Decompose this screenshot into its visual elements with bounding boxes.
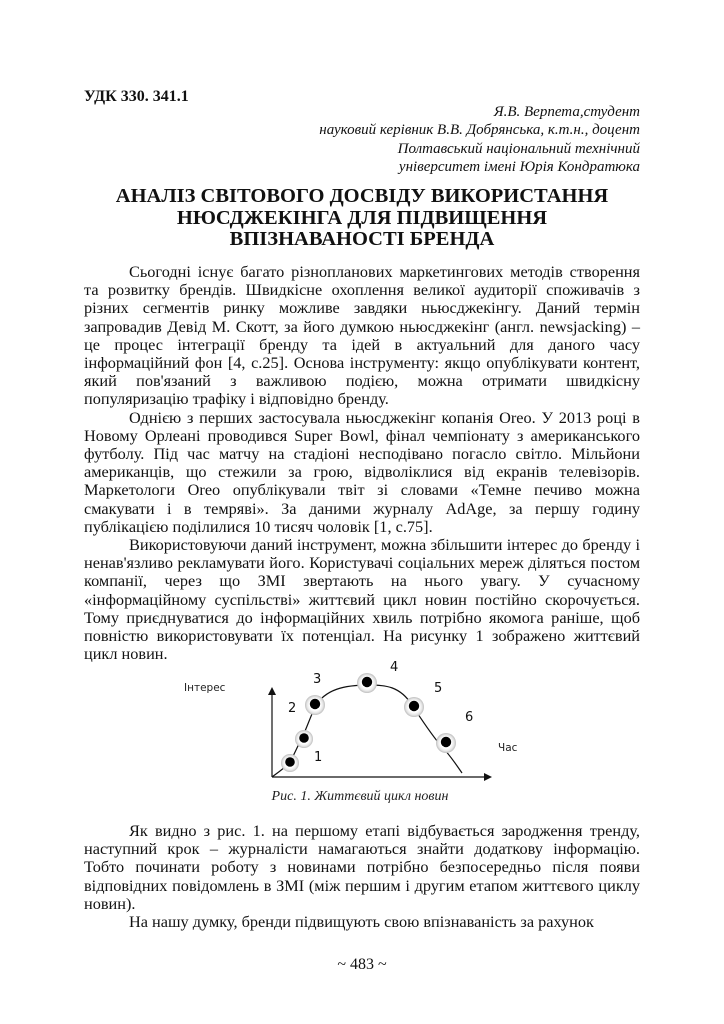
paragraph: Як видно з рис. 1. на першому етапі відбувається зародження тренду, наступний крок – журналісти намагаються знайти додаткову інформацію. Тобто починати роботу з новинами потрібно безпосередньо після появи відповідних повідомлень в ЗМІ (між першим і другим етапом життєвого циклу новин). [84,821,640,913]
point-label-3: 3 [313,672,322,687]
body-text-before-figure [84,263,640,663]
data-point-3 [305,695,325,715]
figure-news-lifecycle [180,655,540,815]
data-point-5 [404,697,424,717]
body-text-after-figure [84,822,640,931]
page-number: ~ 483 ~ [337,956,387,973]
figure-caption: Рис. 1. Життєвий цикл новин [271,789,449,804]
paragraph: Однією з перших застосувала ньюсджекінг копанія Oreo. У 2013 році в Новому Орлеані проводився Super Bowl, фінал чемпіонату з американського футболу. Під час матчу на стадіоні несподівано погасло світло. Мільйони американців, що стежили за грою, відволіклися від екранів телевізорів. Маркетологи Oreo опублікували твіт зі словами «Темне печиво можна смакувати і в темряві». За даними журналу AdAge, за першу годину публікацією поділилися 10 тисяч чоловік [1, с.75]. [84,407,640,536]
article-title [84,186,640,251]
author-block [319,103,640,176]
scientific-supervisor: науковий керівник В.В. Добрянська, к.т.н., доцент [319,122,640,139]
paragraph: Сьогодні існує багато різнопланових маркетингових методів створення та розвитку брендів. Швидкісне охоплення великої аудиторії споживачів з різних сегментів ринку можливе завдяки ньюсджекінгу. Даний термін запровадив Девід М. Скотт, за його думкою ньюсджекінг (англ. newsjacking) – це процес інтеграції бренду та ідей в актуальний для даного часу інформаційний фон [4, с.25]. Основа інструменту: якщо опублікувати контент, який пов'язаний з важливою подією, можна отримати швидкісну популяризацію трафіку і відповідно бренду. [84,262,640,409]
data-point-4 [357,673,377,693]
data-point-2 [295,730,313,748]
point-label-4: 4 [390,660,399,675]
point-label-6: 6 [465,710,474,725]
author-name: Я.В. Верпета,студент [493,104,640,120]
point-label-1: 1 [314,750,323,765]
title-line: НЮСДЖЕКІНГА ДЛЯ ПІДВИЩЕННЯ [176,206,548,229]
point-label-5: 5 [434,681,443,696]
y-axis-label: Інтерес [184,682,226,694]
paragraph: На нашу думку, бренди підвищують свою впізнаваність за рахунок [129,912,594,932]
data-point-6 [436,733,456,753]
institution-line-1: Полтавський національний технічний [397,140,640,157]
title-line: ВПІЗНАВАНОСТІ БРЕНДА [229,228,495,250]
paragraph: Використовуючи даний інструмент, можна збільшити інтерес до бренду і ненав'язливо рекламувати його. Користувачі соціальних мереж діляться постом компанії, через що ЗМІ звертають на нього увагу. У сучасному «інформаційному суспільстві» життєвий цикл новин постійно скорочується. Тому приєднуватися до інформаційних хвиль потрібно якомога раніше, щоб повністю використовувати їх потенціал. На рисунку 1 зображено життєвий цикл новин. [84,535,640,664]
data-point-1 [281,754,299,772]
institution-line-2: університет імені Юрія Кондратюка [398,158,640,175]
title-line: АНАЛІЗ СВІТОВОГО ДОСВІДУ ВИКОРИСТАННЯ [115,185,609,207]
x-axis-label: Час [498,742,518,754]
udc-code: УДК 330. 341.1 [84,88,189,105]
point-label-2: 2 [288,701,297,716]
